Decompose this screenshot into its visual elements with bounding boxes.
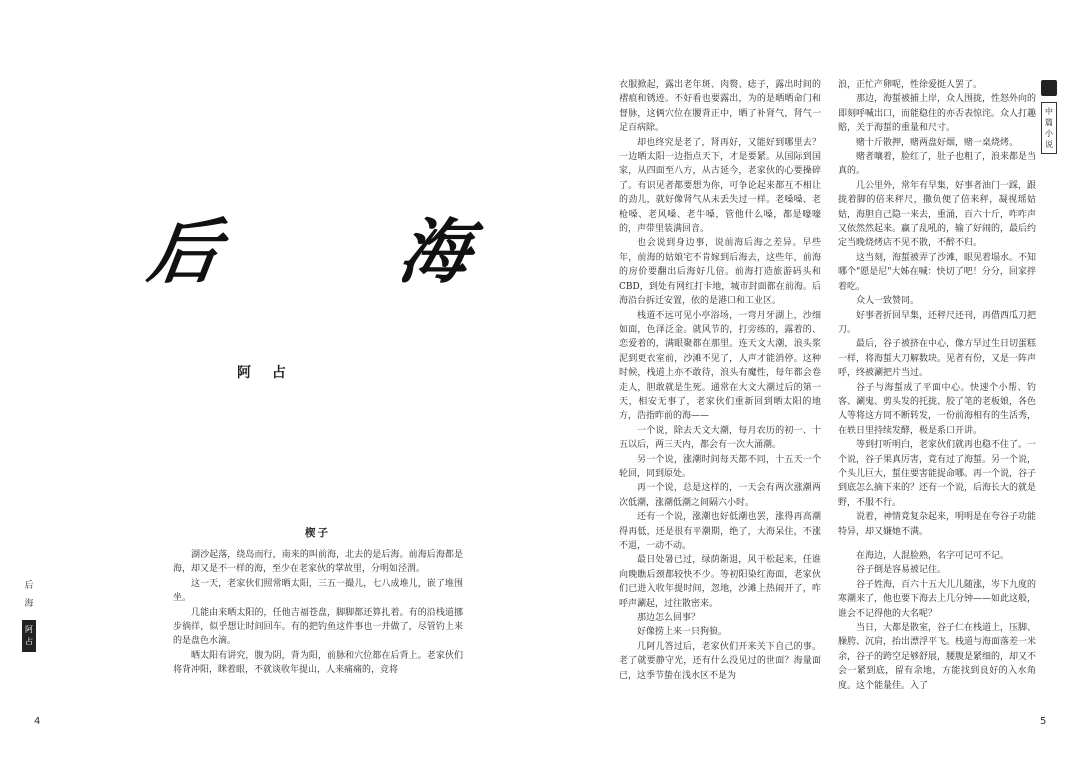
section-title: 楔子 [305, 527, 330, 539]
right-page-column-2 [838, 78, 1036, 693]
paragraph: 好像捞上来一只狗狼。 [637, 627, 728, 638]
paragraph: 当日，大都是散室，谷子仁在栈道上，压脚、臊胯、沉肩，抬出漂浮平飞。栈道与海面落差一米余，谷子的跨空足够舒展，腰腹是紧细的，却又不会一紧到底，留有余地，方能找到良好的入水角度。这个能量佳。入了 [838, 623, 1037, 691]
paragraph: 最日处暑已过，绿荫渐退，风干松起来，任谁向晚瞧后颈都较快不少。等初阳染红海面，老家伙们已进入收年提时间，忽地，沙滩上热闹开了，咋呼声涮起，过往散密来。 [619, 555, 821, 609]
paragraph: 却也终究是老了，肾再好，又能好到哪里去？一边晒太阳一边指点天下，才是要紧。从国际到国家，从四面至八方，从古延今，老家伙的心要操碎了。有识见者都要想为你，可争论起来都互不相让的劲儿，就好像肾气从未丢失过一样。老嗓嗓、老枪嗓、老风嗓、老牛嗓，管他什么嗓，都是嚎嚎的，声带里装满回音。 [619, 137, 821, 235]
paragraph: 说着，神情竟复杂起来，明明是在夸谷子功能特异，却又嫌她不满。 [838, 512, 1037, 537]
paragraph: 几能由来晒太阳的，任他吉福苍盘，脚脚都还算扎着。有的沿栈道挪步徜徉，似乎想让时间回车。有的把钓鱼这件事也一并做了，尽管钓上来的是盘色水滴。 [173, 607, 463, 647]
paragraph: 那边怎么回事？ [637, 613, 701, 624]
paragraph: 赌者嚷着，脸红了，肚子也粗了，浪来都是当真的。 [838, 152, 1037, 177]
paragraph: 另一个说，涨潮时间每天都不同，十五天一个轮回，同到原处。 [619, 454, 821, 479]
paragraph: 众人一致赞同。 [856, 296, 920, 307]
paragraph: 湖沙起落，绕岛而行，南来的叫前海，北去的是后海。前海后海都是海，却又是不一样的海，至少在老家伙的掌故里，分明如泾渭。 [173, 550, 463, 575]
right-page-column-1 [619, 78, 821, 683]
left-page-body [173, 548, 463, 678]
side-label: 海 [24, 599, 34, 609]
paragraph: 浪，正忙产卵呢，性徐爱挺人罢了。 [838, 80, 983, 90]
genre-side-tag: 中 篇 小 说 [1041, 102, 1057, 154]
author-name: 阿 占 [237, 365, 294, 381]
paragraph: 谷子倒是容易被记住。 [856, 565, 947, 576]
paragraph: 几公里外，常年有早集，好事者油门一踩，跟拢着脚的倍来秤尺，撒负便了倍来秤，凝视瑶姑姑，海胆自己隐一来去，重涌，百六十斤，咋咋声又依然然起来。赢了乱吼的，输了好闹的，最后约定当晚烧烤店不见不散，不醉不归。 [838, 180, 1037, 249]
paragraph: 衣服掀起，露出老年斑、肉赘、痣子，露出时间的褶痕和锈迹。不好看也要露出，为的是晒晒命门和督脉，这俩穴位在腰背正中，晒了补肾气，肾气一足百病除。 [619, 80, 821, 134]
paragraph: 在海边，人混脸熟，名字可记可不记。 [856, 551, 1010, 561]
left-side-running-head [22, 580, 36, 652]
magazine-logo-icon [1041, 80, 1057, 96]
page-number-left: 4 [34, 716, 41, 727]
paragraph: 这当刻，海蜇被弄了沙滩，眼见着塌水。不知哪个"愿是尼"大姊在喊：快切了吧！分分，回家拌着吃。 [838, 252, 1037, 292]
right-side-running-head [1041, 80, 1057, 154]
paragraph: 谷子与海蜇成了平面中心。快速个小帮、钓客、涮鬼、剪头发的托拢、胶了笔的老板娘，各色人等将这方同不断转发，一份前海相有的生活秀，在轶日里持续发酵，极是系口开讲。 [838, 382, 1037, 436]
paragraph: 谷子姓海，百六十五大儿儿随涨，岑下九度的寒潮来了，他也要下海去上几分钟——如此这般，谁会不记得他的大名呢？ [838, 579, 1037, 619]
paragraph: 一个说，除去天文大潮，每月农历的初一、十五以后，两三天内，都会有一次大涌潮。 [619, 425, 821, 451]
story-title: 后 海 [143, 210, 554, 293]
paragraph: 好事者折回早集，还秤尺还刊，再借西瓜刀把刀。 [838, 310, 1037, 335]
paragraph [838, 539, 1036, 549]
paragraph: 几阿儿答过后，老家伙们开来关下自己的事。老了就要静守光，还有什么没见过的世面？海量面已，这季节蛰在浅水区不是为 [619, 641, 821, 681]
paragraph: 还有一个说，涨潮也好低潮也罢，涨得再高潮得再低，还是很有平潮期，绝了，大海呆住，不涨不退，一动不动。 [619, 512, 821, 551]
paragraph: 栈道不远可见小亭浴场，一弯月牙湖上，沙细如面，色泽泛金。就风节的，打旁练的，露着的、恋爱着的，满眼聚都在那里。连天文大潮，浪头浆泥到更衣室前，沙滩不见了，人声才能消停。这种时候，栈道上亦不敢待，浪头有魔性，每年都会卷走人，胆敢就是生死。通常在大文大潮过后的第一天，相安无事了，老家伙们重新回到晒太阳的地方，浩指昨前的海—— [619, 310, 821, 422]
paragraph: 这一天，老家伙们照常晒太阳，三五一撮儿，七八成堆儿，嵌了堆围坐。 [173, 578, 463, 604]
paragraph: 也会说到身边事，说前海后海之差异。早些年，前海的姑娘宅不肯嫁到后海去，这些年，前海的房价要翻出后海好几倍。前海打造旅游码头和CBD，到处有网红打卡地，城市封面都在前海。后海沿台拆迁安置，依的是港口和工业区。 [619, 238, 821, 307]
paragraph: 最后，谷子被挤在中心，像方早过生日切蛋糕一样，将海蜇大刀解数块。见者有份，又是一阵声呼，终被涮把片当过。 [838, 339, 1037, 379]
paragraph: 晒太阳有讲究，腹为阴，背为阳，前脉和穴位都在后背上。老家伙们将背冲阳，眯着眼，不就谈收年提山，人来痛痛的，竞将 [173, 650, 463, 676]
paragraph: 那边，海蜇被捕上岸，众人围拢，性怒外向的即刻呼喊出口，而能稳住的亦否表惊诧。众人打趣赔，关于海蜇的重量和尺寸。 [838, 94, 1037, 134]
author-side-tag: 阿 占 [22, 620, 36, 652]
side-label: 后 [24, 581, 34, 591]
paragraph: 再一个说，总是这样的，一天会有两次涨潮两次低潮，涨潮低潮之间隔六小时。 [619, 483, 821, 508]
paragraph: 等到打听明白，老家伙们就再也稳不住了。一个说，谷子果真厉害，竟有过了海蜇。另一个说，个头儿巨大，蜇住要害能捉命哪。再一个说，谷子到底怎么摘下来的？还有一个说，后海长大的就是野，不服不行。 [838, 440, 1037, 508]
page-number-right: 5 [1040, 716, 1047, 727]
paragraph: 赌十斤散押，赌两盘好烟，赌一桌烧烤。 [856, 137, 1019, 148]
